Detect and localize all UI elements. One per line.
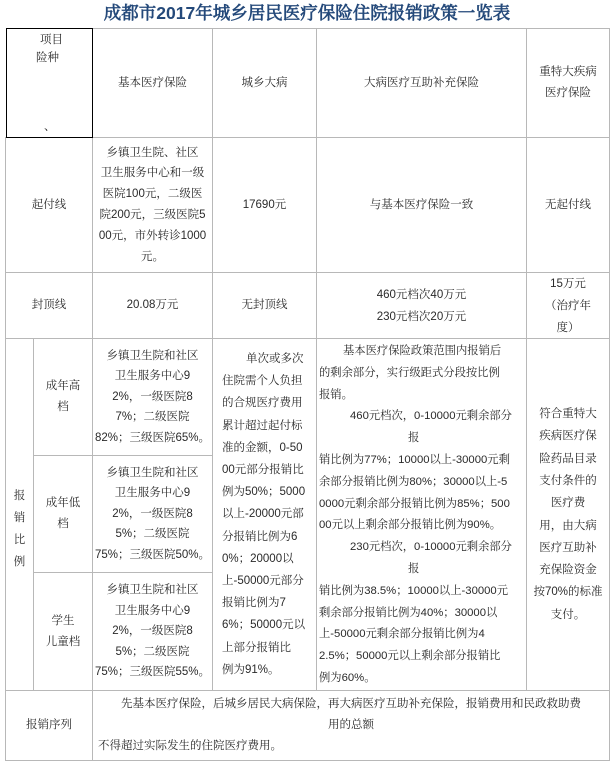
text-line: 准的金额，0-50 — [222, 441, 303, 454]
deductible-mutual-aid-cell — [316, 137, 527, 273]
text-line: （治疗年 — [545, 299, 591, 312]
text-line: 累计超过起付标 — [222, 419, 303, 432]
reimbursement-serious-illness-cell — [212, 338, 317, 691]
text-line: 报 — [408, 432, 420, 445]
text-line: 7%；二级医院 — [115, 411, 190, 424]
text-line: 院200元，三级医院5 — [99, 209, 206, 221]
row-heading-char: 报 — [13, 489, 26, 502]
cell-value: 20.08万元 — [126, 299, 179, 311]
deductible-basic-cell — [92, 137, 213, 273]
text-line: 15万元 — [550, 277, 586, 290]
text-line: 230元档次，0-10000元剩余部分 — [350, 541, 512, 554]
text-line: 医疗互助补 — [539, 541, 597, 554]
text-line: 医疗费 — [550, 497, 586, 510]
text-line: 卫生服务中心9 — [114, 370, 191, 383]
cap-serious-illness-cell — [212, 272, 317, 339]
cap-major-disease-cell — [526, 272, 610, 339]
text-line: 按70%的标准 — [533, 586, 603, 599]
insurance-type-label: 险种 — [36, 52, 59, 64]
text-line: 乡镇卫生院、社区 — [106, 146, 199, 159]
cell-value: 17690元 — [242, 198, 287, 211]
text-line: 不得超过实际发生的住院医疗费用。 — [98, 740, 282, 752]
header-mutual-aid — [316, 28, 527, 138]
text-line: 报销。 — [319, 388, 353, 401]
text-line: 报销比例为7 — [222, 597, 286, 610]
item-label: 项目 — [40, 34, 63, 46]
cell-value: 无封顶线 — [241, 299, 288, 311]
text-line: 先基本医疗保险，后城乡居民大病保险，再大病医疗互助补充保险，报销费用和民政救助费 — [121, 698, 581, 710]
header-major-disease — [526, 28, 610, 138]
tier-adult-low-label — [33, 455, 93, 573]
text-line: 0%；20000以 — [222, 552, 294, 565]
text-line: 例为91%。 — [222, 663, 280, 676]
text-line: 2%，一级医院8 — [112, 625, 193, 638]
text-line: 的合规医疗费用 — [222, 397, 303, 410]
text-line: 余部分报销比例为80%；30000以上-5 — [319, 475, 508, 488]
text-line: 5%；二级医院 — [115, 645, 190, 658]
tier-student-child-basic — [92, 572, 213, 691]
text-line: 00元部分报销比 — [222, 463, 304, 476]
text-line: 基本医疗保险政策范围内报销后 — [343, 345, 502, 357]
text-line: 用的总额 — [328, 719, 374, 731]
text-line: 00元，市外转诊1000 — [98, 229, 207, 242]
text-line: 例为60%。 — [319, 671, 376, 684]
cap-mutual-aid-cell — [316, 272, 527, 339]
header-corner-cell — [6, 28, 93, 138]
text-line: 82%；三级医院65%。 — [94, 431, 211, 444]
text-line: 分报销比例为6 — [222, 530, 298, 543]
deductible-serious-illness-cell — [212, 137, 317, 273]
header-serious-illness — [212, 28, 317, 138]
row-heading: 封顶线 — [31, 299, 67, 311]
text-line: 元。 — [141, 250, 164, 263]
text-line: 度） — [556, 321, 580, 334]
column-heading: 基本医疗保险 — [118, 76, 187, 89]
text-line: 75%；三级医院55%。 — [94, 666, 211, 679]
diagonal-mark: 、 — [44, 121, 56, 133]
deductible-major-disease-cell — [526, 137, 610, 273]
text-line: 上-50000元部分 — [222, 575, 304, 587]
sequence-label-cell — [5, 690, 93, 761]
text-line: 单次或多次 — [246, 352, 304, 365]
tier-adult-high-label — [33, 338, 93, 456]
tier-label-line: 成年高 — [45, 380, 81, 392]
text-line: 用，由大病 — [539, 519, 597, 532]
text-line: 充保险资金 — [539, 564, 597, 577]
text-line: 险药品目录 — [539, 452, 597, 465]
tier-adult-high-basic — [92, 338, 213, 456]
reimbursement-label-cell — [5, 338, 34, 691]
text-line: 5%；二级医院 — [115, 528, 190, 541]
tier-label-line: 档 — [57, 401, 69, 413]
text-line: 例为50%；5000 — [222, 486, 306, 499]
row-heading: 起付线 — [31, 198, 67, 211]
text-line: 2%，一级医院8 — [112, 390, 193, 403]
tier-label-line: 成年低 — [45, 497, 81, 509]
sequence-text-cell — [92, 690, 610, 761]
row-heading-char: 销 — [13, 511, 26, 524]
row-heading-char: 例 — [13, 555, 26, 568]
text-line: 卫生服务中心9 — [114, 604, 191, 617]
cap-basic-cell — [92, 272, 213, 339]
header-basic-insurance — [92, 28, 213, 138]
tier-student-child-label — [33, 572, 93, 691]
text-line: 销比例为38.5%；10000以上-30000元 — [319, 584, 508, 597]
text-line: 卫生服务中心和一级 — [100, 167, 205, 180]
cell-value: 与基本医疗保险一致 — [369, 198, 474, 211]
row-heading: 报销序列 — [26, 719, 72, 731]
text-line: 乡镇卫生院和社区 — [106, 349, 199, 362]
tier-adult-low-basic — [92, 455, 213, 573]
column-heading: 城乡大病 — [241, 76, 288, 89]
tier-label-line: 档 — [57, 518, 69, 530]
text-line: 住院需个人负担 — [222, 375, 303, 388]
text-line: 支付条件的 — [539, 474, 597, 487]
text-line: 2%，一级医院8 — [112, 507, 193, 520]
text-line: 00元以上剩余部分报销比例为90%。 — [319, 519, 502, 532]
cell-value: 无起付线 — [545, 198, 591, 211]
text-line: 2.5%；50000元以上剩余部分报销比 — [319, 650, 501, 663]
column-heading-line: 重特大疾病 — [539, 66, 597, 78]
deductible-label-cell — [5, 137, 93, 273]
text-line: 乡镇卫生院和社区 — [106, 584, 199, 597]
tier-label-line: 学生 — [51, 614, 75, 627]
page-title: 成都市2017年城乡居民医疗保险住院报销政策一览表 — [103, 3, 511, 23]
reimbursement-mutual-aid-cell — [316, 338, 527, 691]
text-line: 75%；三级医院50%。 — [94, 548, 211, 561]
text-line: 的剩余部分，实行级距式分段按比例 — [319, 366, 500, 379]
text-line: 6%；50000元以 — [222, 619, 306, 632]
text-line: 230元档次20万元 — [376, 310, 467, 323]
tier-label-line: 儿童档 — [45, 635, 81, 648]
text-line: 销比例为77%；10000以上-30000元剩 — [319, 453, 510, 466]
text-line: 卫生服务中心9 — [114, 487, 191, 500]
text-line: 以上-20000元部 — [222, 508, 304, 521]
text-line: 疾病医疗保 — [539, 430, 597, 443]
text-line: 支付。 — [550, 608, 586, 621]
reimbursement-major-disease-cell — [526, 338, 610, 691]
text-line: 上部分报销比 — [222, 641, 291, 654]
column-heading-line: 医疗保险 — [545, 87, 591, 99]
text-line: 医院100元，二级医 — [102, 188, 203, 201]
text-line: 上-50000元剩余部分报销比例为4 — [319, 628, 485, 641]
text-line: 460元档次40万元 — [376, 288, 467, 301]
row-heading-char: 比 — [13, 533, 26, 546]
text-line: 乡镇卫生院和社区 — [106, 466, 199, 479]
text-line: 剩余部分报销比例为40%；30000以 — [319, 606, 498, 619]
column-heading: 大病医疗互助补充保险 — [364, 76, 479, 89]
text-line: 符合重特大 — [539, 408, 597, 421]
text-line: 460元档次，0-10000元剩余部分 — [350, 410, 512, 423]
text-line: 报 — [408, 562, 420, 575]
text-line: 0000元剩余部分报销比例为85%；500 — [319, 497, 510, 510]
cap-label-cell — [5, 272, 93, 339]
